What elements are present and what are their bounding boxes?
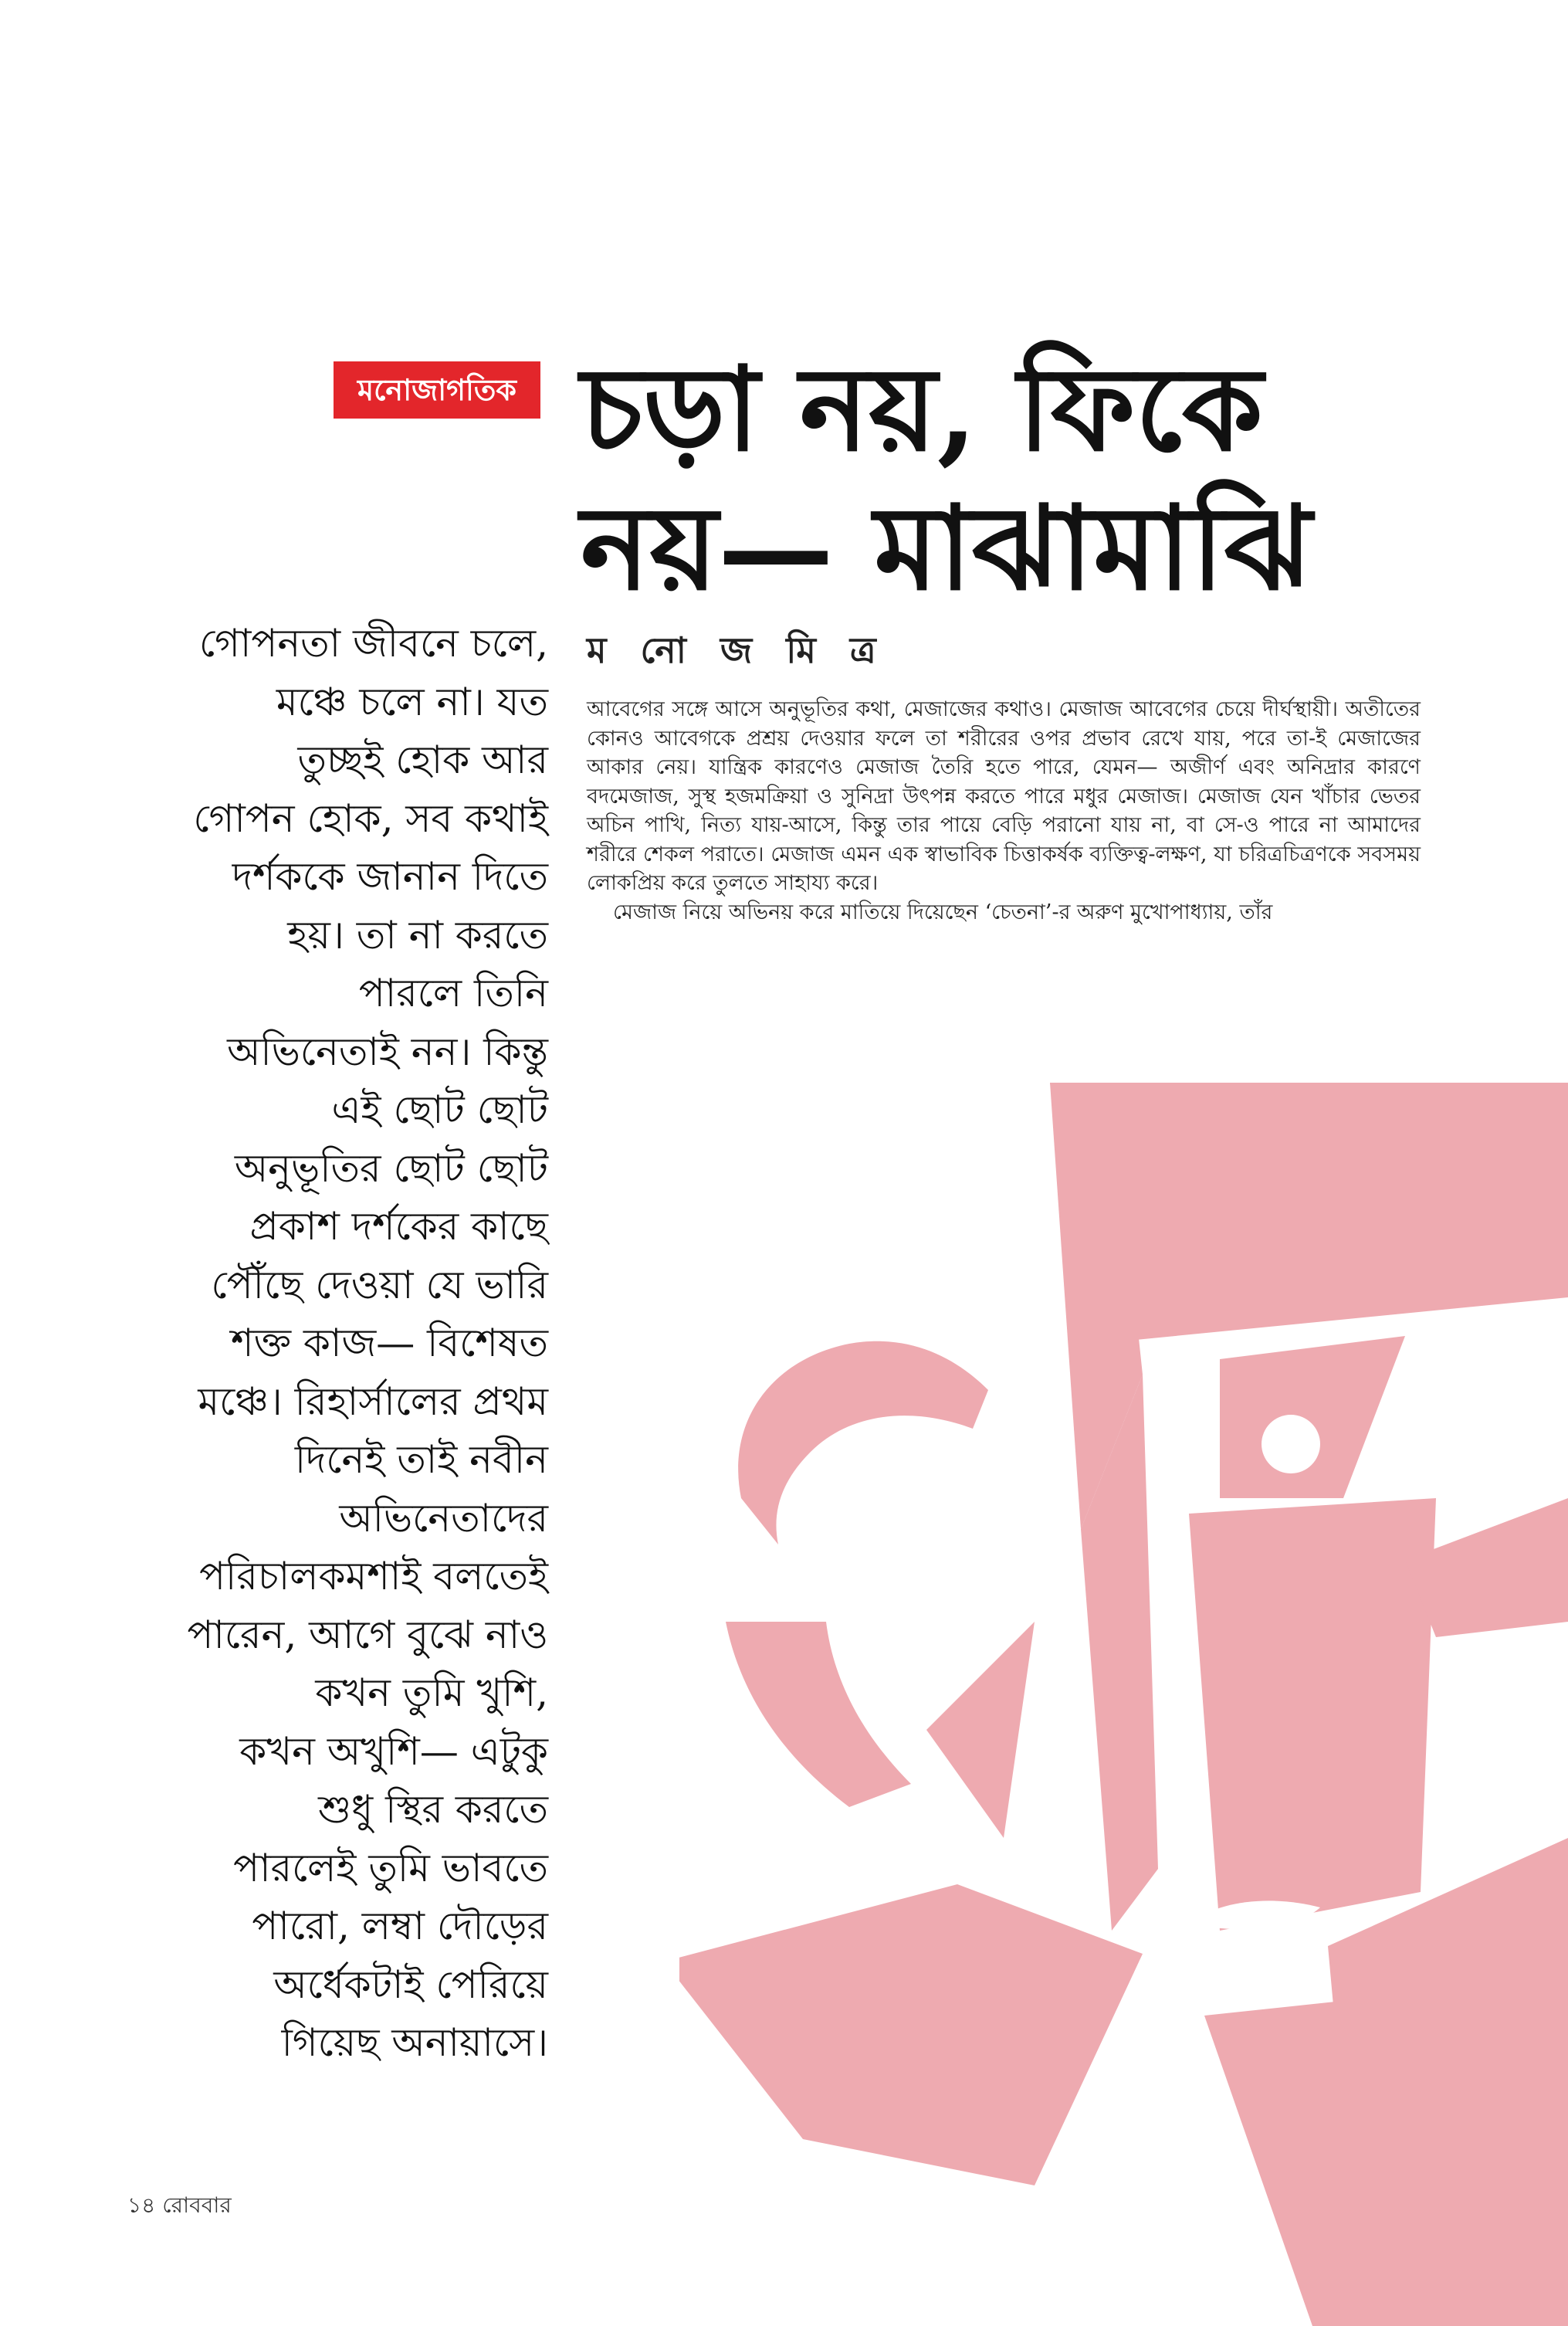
pull-quote-line: মঞ্চে। রিহার্সালের প্রথম: [198, 1378, 548, 1424]
section-tag: মনোজাগতিক: [334, 361, 540, 419]
pull-quote-line: প্রকাশ দর্শকের কাছে: [249, 1204, 548, 1249]
article-body: [587, 695, 1421, 927]
pull-quote: [116, 615, 548, 2073]
author-byline: ম নো জ মি ত্র: [587, 629, 887, 671]
pull-quote-line: হয়। তা না করতে: [287, 912, 548, 958]
headline: [581, 340, 1507, 618]
illustration-shapes: [679, 1083, 1568, 2326]
pull-quote-line: অভিনেতাদের: [339, 1495, 548, 1541]
pull-quote-line: পারলেই তুমি ভাবতে: [233, 1845, 548, 1890]
pull-quote-line: অভিনেতাই নন। কিন্তু: [227, 1029, 548, 1074]
pull-quote-line: তুচ্ছই হোক আর: [297, 737, 548, 782]
pull-quote-line: গোপন হোক, সব কথাই: [193, 795, 548, 841]
pull-quote-line: মঞ্চে চলে না। যত: [276, 679, 548, 724]
pull-quote-line: পারো, লম্বা দৌড়ের: [252, 1904, 548, 1948]
headline-line-1: চড়া নয়, ফিকে: [581, 341, 1263, 477]
pull-quote-line: পারেন, আগে বুঝে নাও: [187, 1612, 548, 1657]
pull-quote-line: গোপনতা জীবনে চলে,: [198, 621, 548, 666]
headline-line-2: নয়— মাঝামাঝি: [581, 480, 1312, 616]
body-paragraph: মেজাজ নিয়ে অভিনয় করে মাতিয়ে দিয়েছেন ‘চেতনা’-র অরুণ মুখোপাধ্যায়, তাঁর: [613, 900, 1273, 924]
pull-quote-line: দিনেই তাই নবীন: [294, 1437, 548, 1482]
pull-quote-line: কখন তুমি খুশি,: [315, 1670, 548, 1715]
pull-quote-line: পরিচালকমশাই বলতেই: [199, 1554, 548, 1599]
pull-quote-line: পৌঁছে দেওয়া যে ভারি: [211, 1262, 548, 1307]
pull-quote-line: অনুভূতির ছোট ছোট: [234, 1145, 548, 1191]
pull-quote-line: কখন অখুশি— এটুকু: [239, 1728, 548, 1774]
pull-quote-line: শুধু স্থির করতে: [318, 1787, 548, 1832]
face-illustration: [679, 1066, 1568, 2326]
pull-quote-line: দর্শককে জানান দিতে: [232, 854, 548, 899]
pull-quote-line: অর্ধেকটাই পেরিয়ে: [273, 1962, 548, 2007]
pull-quote-line: এই ছোট ছোট: [331, 1087, 548, 1132]
pull-quote-line: শক্ত কাজ— বিশেষত: [230, 1321, 548, 1365]
body-paragraph: আবেগের সঙ্গে আসে অনুভূতির কথা, মেজাজের কথাও। মেজাজ আবেগের চেয়ে দীর্ঘস্থায়ী। অতীতের কোনও আবেগকে প্রশ্রয় দেওয়ার ফলে তা শরীরের ওপর প্রভাব রেখে যায়, পরে তা-ই মেজাজের আকার নেয়। যান্ত্রিক কারণেও মেজাজ তৈরি হতে পারে, যেমন— অজীর্ণ এবং অনিদ্রার কারণে বদমেজাজ, সুস্থ হজমক্রিয়া ও সুনিদ্রা উৎপন্ন করতে পারে মধুর মেজাজ। মেজাজ যেন খাঁচার ভেতর অচিন পাখি, নিত্য যায়-আসে, কিন্তু তার পায়ে বেড়ি পরানো যায় না, বা সে-ও পারে না আমাদের শরীরে শেকল পরাতে। মেজাজ এমন এক স্বাভাবিক চিত্তাকর্ষক ব্যক্তিত্ব-লক্ষণ, যা চরিত্রচিত্রণকে সবসময় লোকপ্রিয় করে তুলতে সাহায্য করে।: [587, 697, 1421, 895]
pull-quote-line: পারলে তিনি: [358, 971, 548, 1016]
page-footer: ১৪ রোববার: [127, 2192, 232, 2218]
pull-quote-line: গিয়েছ অনায়াসে।: [281, 2020, 548, 2065]
